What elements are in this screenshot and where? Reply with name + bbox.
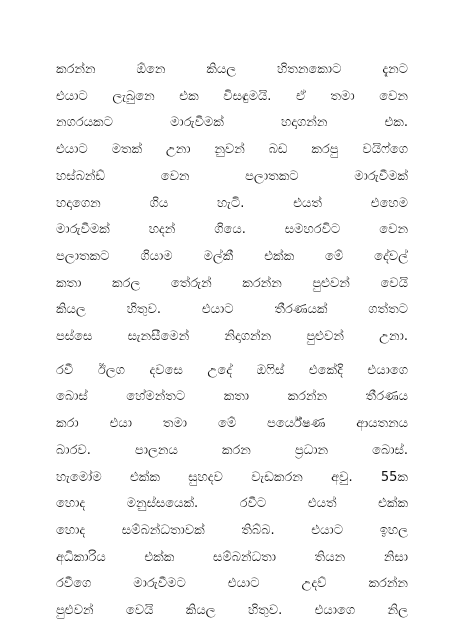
paragraph-2 (56, 358, 408, 625)
text-line: මාරුවීමක් හදන් ගියෙ. සමහරවිට වෙන (56, 222, 408, 238)
text-line: රවී ඊලග දවසෙ උදේ ඔෆිස් එකේදි එයාගෙ (56, 362, 408, 378)
text-line: හස්බන්ඩ් වෙන පලාතකට මාරුවීමක් (56, 168, 408, 184)
text-line: හැමෝම එක්ක සුහදව වැඩකරන අවු. 55ක (56, 469, 408, 485)
text-line: බාරව. පාලනය කරන ප්‍රධාන බොස්. (56, 442, 408, 458)
text-line: හොද සම්බන්ධතාවක් තිබ්බ. එයාට ඉහල (56, 522, 408, 538)
text-line: එයාට මතක් උනා නුවන් බඩ කරපු වයිෆ්ගෙ (56, 142, 408, 158)
text-line: නගරයකට මාරුවීමක් හදාගන්න එක. (56, 115, 408, 131)
text-line: පලාතකට ගියාම මල්කී එක්ක මේ දේවල් (56, 248, 408, 264)
text-line: පුළුවන් වෙයි කියල හිතුව. එයාගෙ නිල (56, 603, 408, 619)
paragraph-1 (56, 57, 408, 351)
text-line: පස්සෙ සැනසීමෙන් නිදාගන්න පුළුවන් උනා. (56, 329, 408, 345)
text-line: අධිකාරිය එක්ක සම්බන්ධතා තියන නිසා (56, 549, 408, 565)
text-line: කියල හිතුව. එයාට තීරණයක් ගත්තට (56, 302, 408, 318)
text-line: කතා කරල තේරුන් කරන්න පුළුවන් වෙයි (56, 275, 408, 291)
text-line: කරා එයා තමා මේ පර්යේෂණ ආයතනය (56, 416, 408, 432)
document-page (56, 57, 408, 625)
text-line: හදාගෙන ගිය හැටි. එයත් එහෙම (56, 195, 408, 211)
text-line: කරන්න ඕනෙ කියල හිතනකොට දැනට (56, 62, 408, 77)
text-line: එයාට ලැබුනෙ එක විසඳුමයි. ඒ තමා වෙන (56, 88, 408, 104)
text-line: හොද මනුස්සයෙක්. රවීට එයත් එක්ක (56, 496, 408, 512)
text-line: බොස් හේමන්තට කතා කරන්න තීරණය (56, 389, 408, 405)
text-line: රවීගෙ මාරුවීමට එයාට උදව් කරන්න (56, 576, 408, 592)
